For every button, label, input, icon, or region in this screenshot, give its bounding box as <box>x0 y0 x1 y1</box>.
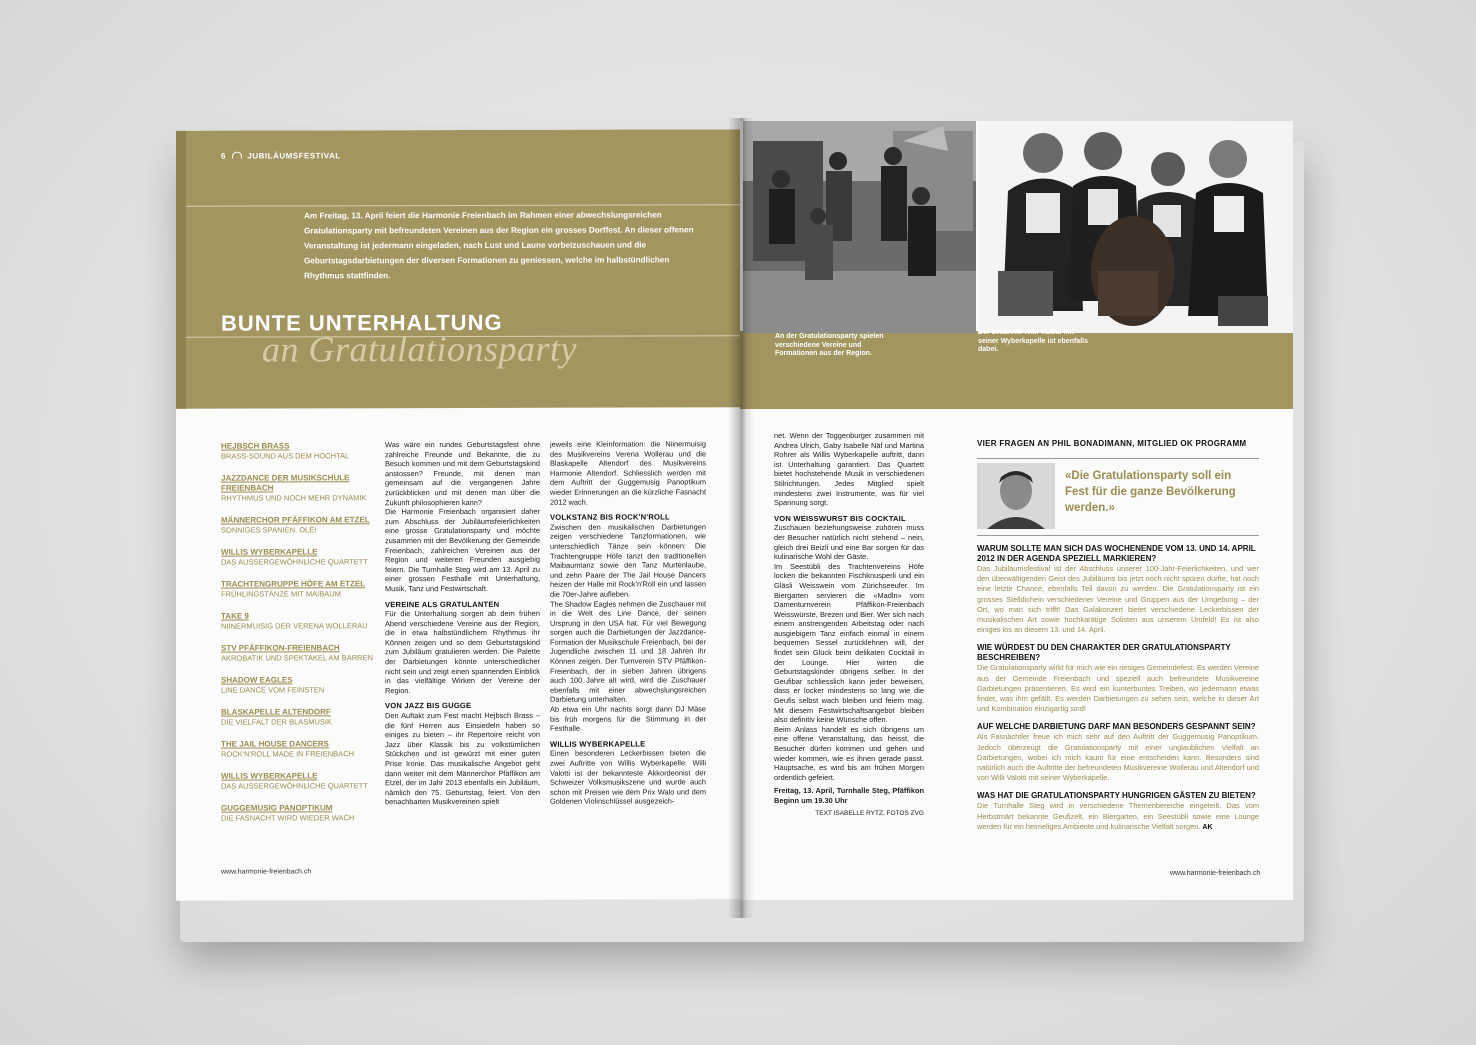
program-title: STV PFÄFFIKON-FREIENBACH <box>221 643 340 653</box>
program-title: HEJBSCH BRASS <box>221 441 290 451</box>
spine-shadow <box>728 118 754 918</box>
program-title: GUGGEMUSIG PANOPTIKUM <box>221 803 333 813</box>
article-column-2 <box>550 439 706 806</box>
program-subtitle: SONNIGES SPANIEN, OLÉ! <box>221 525 317 535</box>
paragraph: The Shadow Eagles nehmen die Zuschauer mit in die Welt des Line Dance, der seinen Ursprung in den USA hat. Für viel Bewegung sorgen auch die Darbietungen der Jazzdance-Formation der Musikschule Freienbach, bei der Jugendliche zwischen 11 und 18 Jahren ihr Können zeigen. Der Turnverein STV Pfäffikon-Freienbach, der in sieben Jahren übrigens auch 100 Jahre alt wird, wird die Zuschauer ebenfalls mit einer abwechslungsreichen Darbietung unterhalten. <box>550 598 706 705</box>
left-page <box>176 129 741 900</box>
section-tag <box>221 151 341 160</box>
list-item <box>221 547 381 567</box>
band-photo-illustration <box>743 121 976 333</box>
program-subtitle: DAS AUSSERGEWÖHNLICHE QUARTETT <box>221 781 368 791</box>
right-page <box>740 121 1293 900</box>
subheading: WILLIS WYBERKAPELLE <box>550 739 646 749</box>
program-subtitle: ROCK'N'ROLL MADE IN FREIENBACH <box>221 749 355 759</box>
program-subtitle: DIE VIELFALT DER BLASMUSIK <box>221 717 333 727</box>
answer-text: Die Turnhalle Steg wird in verschiedene Themenbereiche eingeteilt. Das vom Herbstmärt bekannte Geufizelt, ein Biergarten, ein Seestübli sowie eine Lounge werden für ein heimeliges Ambiente und kulinarische Vielfalt sorgen. <box>977 801 1259 831</box>
program-subtitle: LINE DANCE VOM FEINSTEN <box>221 685 325 695</box>
page-number: 6 <box>221 151 226 161</box>
credits: TEXT ISABELLE RYTZ, FOTOS ZVG <box>815 809 924 817</box>
paragraph: Einen besonderen Leckerbissen bieten die zwei Auftritte von Willis Wyberkapelle. Willi Valotti ist der bekannteste Akkordeonist der Schweizer Volksmusikszene und wurde auch schon mit Preisen wie dem Prix Walo und dem Goldenen Violinschlüssel ausgezeich- <box>550 748 706 807</box>
footer-url[interactable]: www.harmonie-freienbach.ch <box>221 868 312 876</box>
interview-title: VIER FRAGEN AN PHIL BONADIMANN, MITGLIED OK PROGRAMM <box>977 439 1247 448</box>
list-item <box>221 473 381 503</box>
paragraph: Beim Anlass handelt es sich übrigens um eine offene Veranstaltung, das heisst, die Besucher dürfen kommen und gehen und wieder kommen, wie es ihnen gerade passt. Hauptsache, es wird bis am frühen Morgen ordentlich gefeiert. <box>774 724 924 782</box>
program-title: TRACHTENGRUPPE HÖFE AM ETZEL <box>221 579 366 589</box>
program-title: TAKE 9 <box>221 611 249 621</box>
program-title: MÄNNERCHOR PFÄFFIKON AM ETZEL <box>221 515 370 525</box>
program-subtitle: FRÜHLINGSTÄNZE MIT MAIBAUM <box>221 589 341 599</box>
program-subtitle: NIINERMUISIG DER VERENA WOLLERAU <box>221 621 368 631</box>
intro-text: Am Freitag, 13. April feiert die Harmonie Freienbach im Rahmen einer abwechslungsreichen Gratulationsparty mit befreundeten Vereinen aus der Region ein grosses Dorffest. An dieser offenen Veranstaltung ist jedermann eingeladen, nach Lust und Laune vorbeizuschauen und die Geburtstagsdarbietungen der diversen Formationen zu geniessen, welche im halbstündlichen Rhythmus stattfinden. <box>304 210 694 281</box>
list-item <box>221 515 381 535</box>
author-signature: AK <box>1202 823 1213 831</box>
paragraph: Die Harmonie Freienbach organisiert daher zum Abschluss der Jubiläumsfeierlichkeiten eine grosse Gratulationsparty und möchte zusammen mit der Bevölkerung der Gemeinde Freienbach, zahlreichen Vereinen aus der Region und weiteren Freunden ausgiebig feiern. Die Turnhalle Steg wird am 13. April zu einer grossen Festhalle mit Unterhaltung, Musik, Tanz und Festwirtschaft. <box>385 506 540 594</box>
page-edge <box>176 131 186 409</box>
subheading: VON JAZZ BIS GUGGE <box>385 701 472 711</box>
program-subtitle: BRASS-SOUND AUS DEM HOCHTAL <box>221 451 350 461</box>
list-item <box>221 803 381 823</box>
program-subtitle: DIE FASNACHT WIRD WIEDER WACH <box>221 813 355 823</box>
pull-quote: «Die Gratulationsparty soll ein Fest für die ganze Bevölkerung werden.» <box>1065 470 1236 514</box>
program-subtitle: DAS AUSSERGEWÖHNLICHE QUARTETT <box>221 557 368 567</box>
portrait-photo <box>977 463 1055 529</box>
event-info: Freitag, 13. April, Turnhalle Steg, Pfäffikon Beginn um 19.30 Uhr <box>774 786 924 805</box>
paragraph: Für die Unterhaltung sorgen ab dem frühen Abend verschiedene Vereine aus der Region, die in etwa halbstündlichem Rhythmus ihr Können zeigen und so dem Geburtstagskind zum Jubiläum gratulieren werden. Die Palette der Darbietungen könnte unterschiedlicher nicht sein und zeigt einen spannenden Einblick in das vielfältige Wirken der Vereine der Region. <box>385 608 540 696</box>
subheading: VON WEISSWURST BIS COCKTAIL <box>774 513 906 523</box>
program-title: SHADOW EAGLES <box>221 675 293 685</box>
divider <box>977 458 1259 459</box>
band-photo <box>743 121 976 333</box>
paragraph: net. Wenn der Toggenburger zusammen mit Andrea Ulrich, Gaby Isabelle Näf und Martina Rohrer als Willis Wyberkapelle auftritt, dann ist Unterhaltung garantiert. Das Quartett bietet hochstehende Musik in verschiedenen Stilrichtungen. Jedes Mitglied spielt mindestens zwei Instrumente, was für viel Spannung sorgt. <box>774 431 924 508</box>
paragraph: Ab etwa ein Uhr nachts sorgt dann DJ Mäse bis früh morgens für die Stimmung in der Festhalle. <box>550 704 706 733</box>
subheadline: an Gratulationsparty <box>262 328 578 370</box>
interview-question: WIE WÜRDEST DU DEN CHARAKTER DER GRATULATIONSPARTY BESCHREIBEN? <box>977 643 1231 663</box>
interview-answer: Die Gratulationsparty wirkt für mich wie ein riesiges Gemeindefest. Es werden Vereine aus der Gemeinde Freienbach und speziell auch befreundete Musikvereine Darbietungen präsentieren. Es wird ein kunterbuntes Treiben, wo jedermann etwas findet, was ihm gefällt. Es werden Darbietungen zu sehen sein, welche in dieser Art und Kombination einzigartig sind! <box>977 663 1259 714</box>
list-item <box>221 707 381 727</box>
interview-answer <box>977 801 1259 833</box>
program-subtitle: AKROBATIK UND SPEKTAKEL AM BARREN <box>221 653 373 663</box>
quote-box <box>977 463 1259 533</box>
interview-section <box>977 439 1259 833</box>
article-column-3 <box>774 431 924 818</box>
paragraph: Den Auftakt zum Fest macht Hejbsch Brass – die fünf Herren aus Einsiedeln haben so einiges zu bieten – ihr Repertoire reicht von Jazz über Klassik bis zu volkstümlichen Stückchen und ist gewürzt mit einer guten Prise Ironie. Das musikalische Angebot geht dann weiter mit dem Männerchor Pfäffikon am Etzel, der im Jahr 2013 ebenfalls ein Jubiläum, nämlich den 75. Geburtstag, feiert. Von den benachbarten Musikvereinen spielt <box>385 710 540 807</box>
footer-url[interactable]: www.harmonie-freienbach.ch <box>1170 870 1261 877</box>
wyberkapelle-photo-illustration <box>978 121 1293 333</box>
section-label: JUBILÄUMSFESTIVAL <box>247 151 341 161</box>
quote-pointer <box>1055 463 1065 473</box>
subheading: VEREINE ALS GRATULANTEN <box>385 599 500 609</box>
article-column-1 <box>385 440 540 807</box>
divider <box>977 535 1259 536</box>
program-title: JAZZDANCE DER MUSIKSCHULE FREIENBACH <box>221 473 350 493</box>
paragraph: Zwischen den musikalischen Darbietungen zeigen verschiedene Tanzformationen, wie unterschiedlich Tänze sein können: Die Trachtengruppe Höfe tanzt den traditionellen Maibaumtanz sowie den Tanz Murtenlaube, und zehn Paare der The Jail House Dancers heizen der Halle mit Rock'n'Roll ein und lassen die 70er-Jahre aufleben. <box>550 522 706 599</box>
headline: BUNTE UNTERHALTUNG <box>221 309 503 336</box>
paragraph: Im Seestübli des Trachtenvereins Höfe locken die bekannten Fischknusperli und ein Gläsli Weisswein vom Zürichseeufer. Im Biergarten servieren die «Madln» vom Damenturnverein Pfäffikon-Freienbach Weisswürste, Brezen und Bier. Wer sich nach einem anstrengenden Arbeitstag oder nach ausgiebigem Tanz einfach einmal in einem bequemen Sessel zurücklehnen will, der findet sein Glück beim delikaten Cocktail in der Lounge. Hier wirten die Geburtstagskinder übrigens selber. In der Geufibar schliesslich kann jeder beweisen, dass er locker mindestens so lang wie die Geufis selbst wach bleiben und feiern mag. Mit diesem Festwirtschaftsangebot bleiben also definitiv keine Wünsche offen. <box>774 561 924 725</box>
interview-question: WAS HAT DIE GRATULATIONSPARTY HUNGRIGEN GÄSTEN ZU BIETEN? <box>977 791 1256 801</box>
list-item <box>221 579 381 599</box>
interview-question: AUF WELCHE DARBIETUNG DARF MAN BESONDERS GESPANNT SEIN? <box>977 722 1256 732</box>
interview-question: WARUM SOLLTE MAN SICH DAS WOCHENENDE VOM 13. UND 14. APRIL 2012 IN DER AGENDA SPEZIELL MARKIEREN? <box>977 544 1256 563</box>
photo-caption-2: Der bekannte Willi Valotti mit seiner Wyberkapelle ist ebenfalls dabei. <box>978 329 1088 353</box>
interview-answer: Als Fasnächtler freue ich mich sehr auf den Auftritt der Guggemusig Panoptikum. Jedoch überzeugt die Gratulationsparty mit einer unglaublichen Vielfalt an Darbietungen, wobei ich mich kaum für eine entscheiden kann. Besonders sind natürlich auch die Auftritte der befreundeten Musikvereine Wollerau und Altendorf und von Willi Valotti mit seiner Wyberkapelle. <box>977 732 1259 783</box>
program-title: WILLIS WYBERKAPELLE <box>221 547 318 557</box>
portrait-illustration <box>977 463 1055 529</box>
interview-answer: Das Jubiläumsfestival ist der Abschluss unserer 100-Jahr-Feierlichkeiten, und wer den überwältigenden Geist des Jubiläums bis jetzt noch nicht spüren durfte, hat noch eine letzte Chance, ebenfalls Teil davon zu werden. Die Gratulationsparty ist ein grosses Stelldichein verschiedener Vereine und Gruppen aus der Umgebung – der Ort, wo man sich trifft! Das Galakonzert bietet verschiedene Leckerbissen der musikalischen Art sowie hochkarätige Solisten aus unserem Umfeld! Es ist also einiges los an diesem 13. und 14. April. <box>977 564 1259 635</box>
subheading: VOLKSTANZ BIS ROCK'N'ROLL <box>550 512 670 522</box>
photo-caption-1: An der Gratulationsparty spielen verschiedene Vereine und Formationen aus der Region. <box>775 333 884 357</box>
list-item <box>221 441 381 461</box>
list-item <box>221 771 381 791</box>
program-list <box>221 441 381 835</box>
program-title: BLASKAPELLE ALTENDORF <box>221 707 331 717</box>
logo-arc-icon <box>232 152 242 159</box>
program-subtitle: RHYTHMUS UND NOCH MEHR DYNAMIK <box>221 493 367 503</box>
paragraph: Zuschauen beziehungsweise zuhören muss der Besucher natürlich nicht stehend – nein, gleich drei Beizli und eine Bar sorgen für das kulinarische Wohl der Gäste. <box>774 523 924 562</box>
program-title: WILLIS WYBERKAPELLE <box>221 771 318 781</box>
paragraph: jeweils eine Kleinformation: die Niinermuisig des Musikvereins Verena Wollerau und die Blaskapelle Altendorf des Musikvereins Harmonie Altendorf. Schliesslich werden mit dem Auftritt der Guggemusig Panoptikum wieder Erinnerungen an die kürzliche Fasnacht 2012 wach. <box>550 439 706 507</box>
list-item <box>221 675 381 695</box>
paragraph: Was wäre ein rundes Geburtstagsfest ohne zahlreiche Freunde und Bekannte, die zu Besuch kommen und mit dem Geburtstagskind anstossen? Freunde, mit denen man gemeinsam auf die vergangenen Jahre zurückblicken und mit denen man über die Zukunft philosophieren kann? <box>385 439 540 507</box>
list-item <box>221 643 381 663</box>
wyberkapelle-photo <box>978 121 1293 333</box>
list-item <box>221 611 381 631</box>
program-title: THE JAIL HOUSE DANCERS <box>221 739 329 749</box>
list-item <box>221 739 381 759</box>
